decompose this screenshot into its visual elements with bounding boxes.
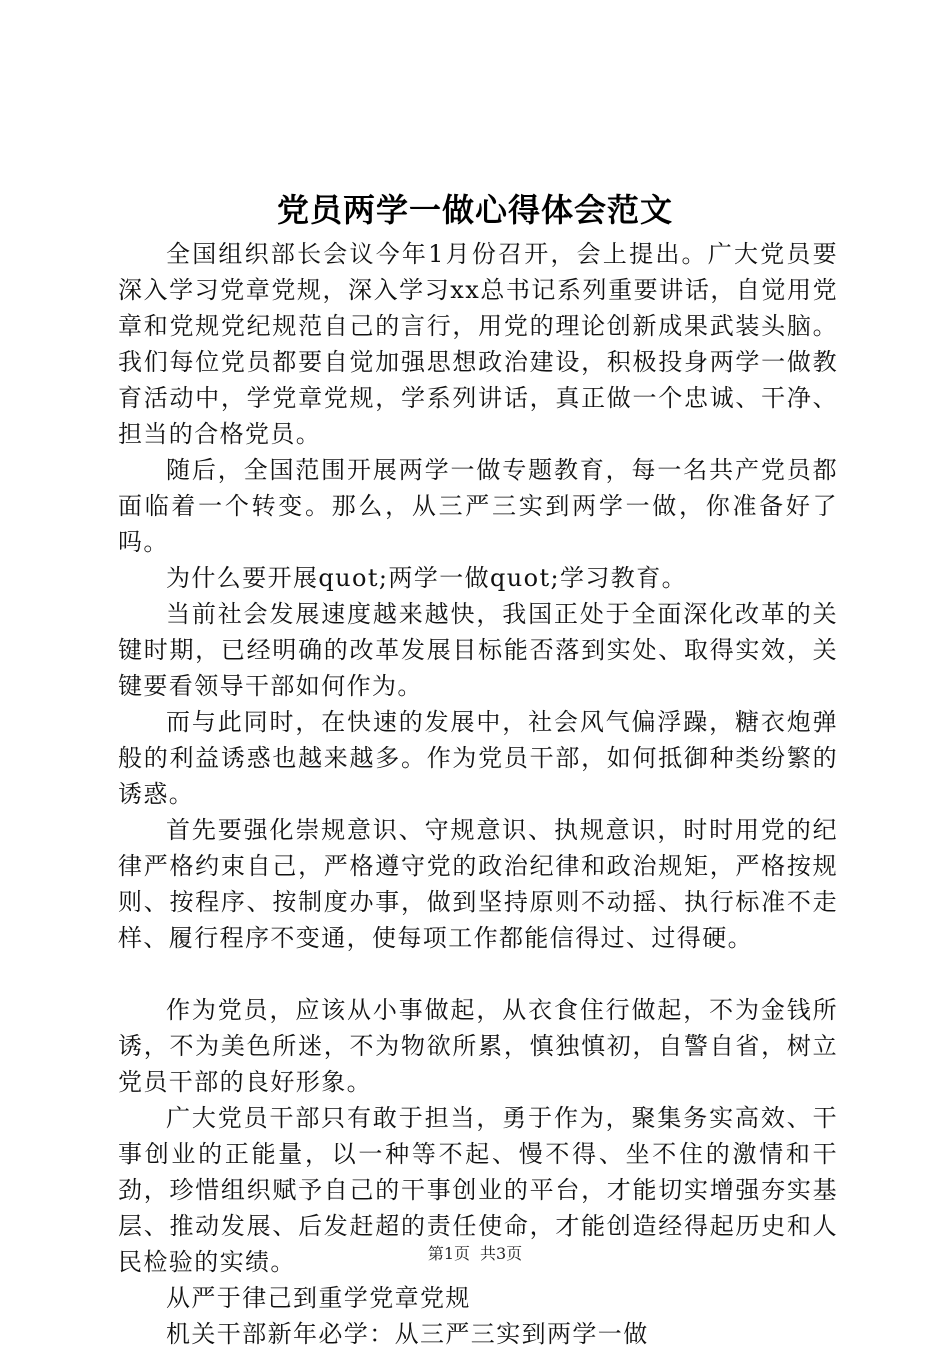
paragraph: 随后，全国范围开展两学一做专题教育，每一名共产党员都面临着一个转变。那么，从三严三实到两学一做，你准备好了吗。 [118, 456, 838, 556]
page-number: 第1页 [427, 1244, 470, 1263]
paragraph: 广大党员干部只有敢于担当，勇于作为，聚集务实高效、干事创业的正能量，以一种等不起、慢不得、坐不住的激情和干劲，珍惜组织赋予自己的干事创业的平台，才能切实增强夯实基层、推动发展、后发赶超的责任使命，才能创造经得起历史和人民检验的实绩。 [118, 1104, 838, 1276]
document-title: 党员两学一做心得体会范文 [276, 191, 673, 229]
paragraph: 从严于律己到重学党章党规 [166, 1284, 471, 1312]
document-body [118, 236, 838, 1352]
page-total: 共3页 [480, 1244, 523, 1263]
paragraph: 而与此同时，在快速的发展中，社会风气偏浮躁，糖衣炮弹般的利益诱惑也越来越多。作为党员干部，如何抵御种类纷繁的诱惑。 [118, 708, 838, 808]
paragraph: 首先要强化崇规意识、守规意识、执规意识，时时用党的纪律严格约束自己，严格遵守党的政治纪律和政治规矩，严格按规则、按程序、按制度办事，做到坚持原则不动摇、执行标准不走样、履行程序不变通，使每项工作都能信得过、过得硬。 [118, 816, 838, 952]
paragraph: 当前社会发展速度越来越快，我国正处于全面深化改革的关键时期，已经明确的改革发展目标能否落到实处、取得实效，关键要看领导干部如何作为。 [118, 600, 838, 700]
page-footer [0, 1242, 950, 1266]
paragraph: 全国组织部长会议今年1月份召开，会上提出。广大党员要深入学习党章党规，深入学习xx总书记系列重要讲话，自觉用党章和党规党纪规范自己的言行，用党的理论创新成果武装头脑。我们每位党员都要自觉加强思想政治建设，积极投身两学一做教育活动中，学党章党规，学系列讲话，真正做一个忠诚、干净、担当的合格党员。 [118, 240, 838, 448]
paragraph: 为什么要开展quot;两学一做quot;学习教育。 [166, 564, 687, 592]
paragraph: 作为党员，应该从小事做起，从衣食住行做起，不为金钱所诱，不为美色所迷，不为物欲所累，慎独慎初，自警自省，树立党员干部的良好形象。 [118, 996, 838, 1096]
paragraph: 机关干部新年必学：从三严三实到两学一做 [166, 1320, 649, 1348]
